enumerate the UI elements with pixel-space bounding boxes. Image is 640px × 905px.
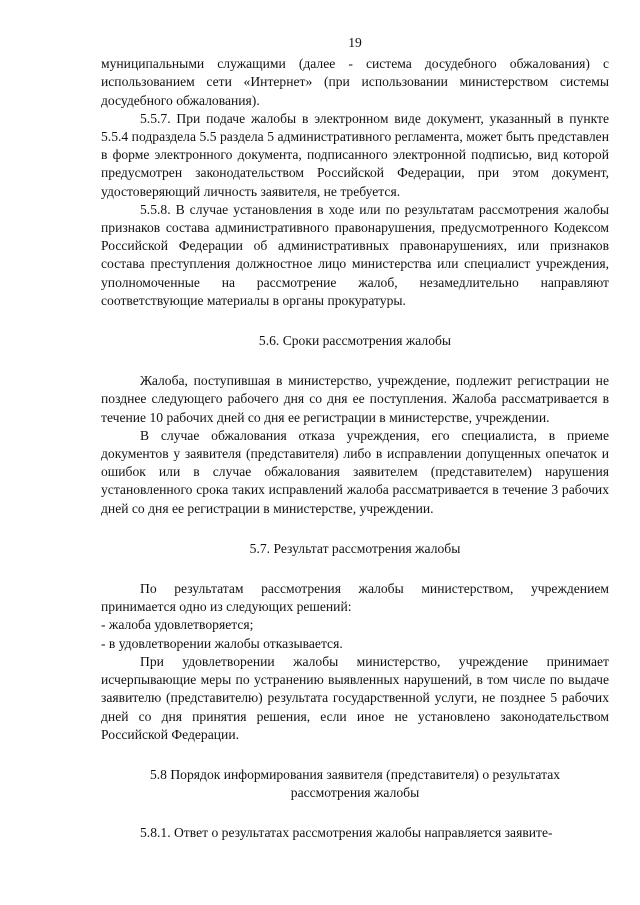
paragraph-5-5-7: 5.5.7. При подаче жалобы в электронном виде документ, указанный в пункте 5.5.4 подраздела 5.5 раздела 5 административного регламента, может быть представлен в форме электронного документа, подписанного электронной подписью, вид которой предусмотрен законодательством Российской Федерации, при этом документ, удостоверяющий личность заявителя, не требуется. [101,110,609,199]
paragraph-measures: При удовлетворении жалобы министерство, учреждение принимает исчерпывающие меры по устранению выявленных нарушений, в том числе по выдаче заявителю (представителю) результата государственной услуги, не позднее 5 рабочих дней со дня принятия решения, если иное не установлено законодательством Российской Федерации. [101,653,609,742]
paragraph-refusal-appeal: В случае обжалования отказа учреждения, его специалиста, в приеме документов у заявителя (представителя) либо в исправлении допущенных опечаток и ошибок или в случае обжалования заявителем (представителем) нарушения установленного срока таких исправлений жалоба рассматривается в течение 3 рабочих дней со дня ее регистрации в министерстве, учреждении. [101,427,609,516]
paragraph-decisions: По результатам рассмотрения жалобы министерством, учреждением принимается одно из следующих решений: [101,581,609,615]
list-item-satisfied: - жалоба удовлетворяется; [101,617,254,633]
paragraph-5-5-8: 5.5.8. В случае установления в ходе или по результатам рассмотрения жалобы признаков состава административного правонарушения, предусмотренного Кодексом Российской Федерации об административных правонарушениях, или признаков состава преступления должностное лицо министерства или специалист учреждения, уполномоченные на рассмотрение жалоб, незамедлительно направляют соответствующие материалы в органы прокуратуры. [101,201,609,308]
paragraph-continuation: муниципальными служащими (далее - система досудебного обжалования) с использованием сети «Интернет» (при использовании министерством системы досудебного обжалования). [101,56,609,108]
paragraph-5-8-1: 5.8.1. Ответ о результатах рассмотрения жалобы направляется заявите- [140,825,553,841]
paragraph-registration-term: Жалоба, поступившая в министерство, учреждение, подлежит регистрации не позднее следующего рабочего дня со дня ее поступления. Жалоба рассматривается в течение 10 рабочих дней со дня ее регистрации в министерстве, учреждении. [101,373,609,425]
heading-5-6: 5.6. Сроки рассмотрения жалобы [258,333,452,349]
page-number: 19 [348,35,362,50]
heading-5-8-line1: 5.8 Порядок информирования заявителя (представителя) о результатах [149,766,561,782]
heading-5-8-line2: рассмотрения жалобы [290,785,420,801]
document-page [101,34,609,843]
list-item-refused: - в удовлетворении жалобы отказывается. [101,635,343,651]
heading-5-7: 5.7. Результат рассмотрения жалобы [249,540,461,556]
